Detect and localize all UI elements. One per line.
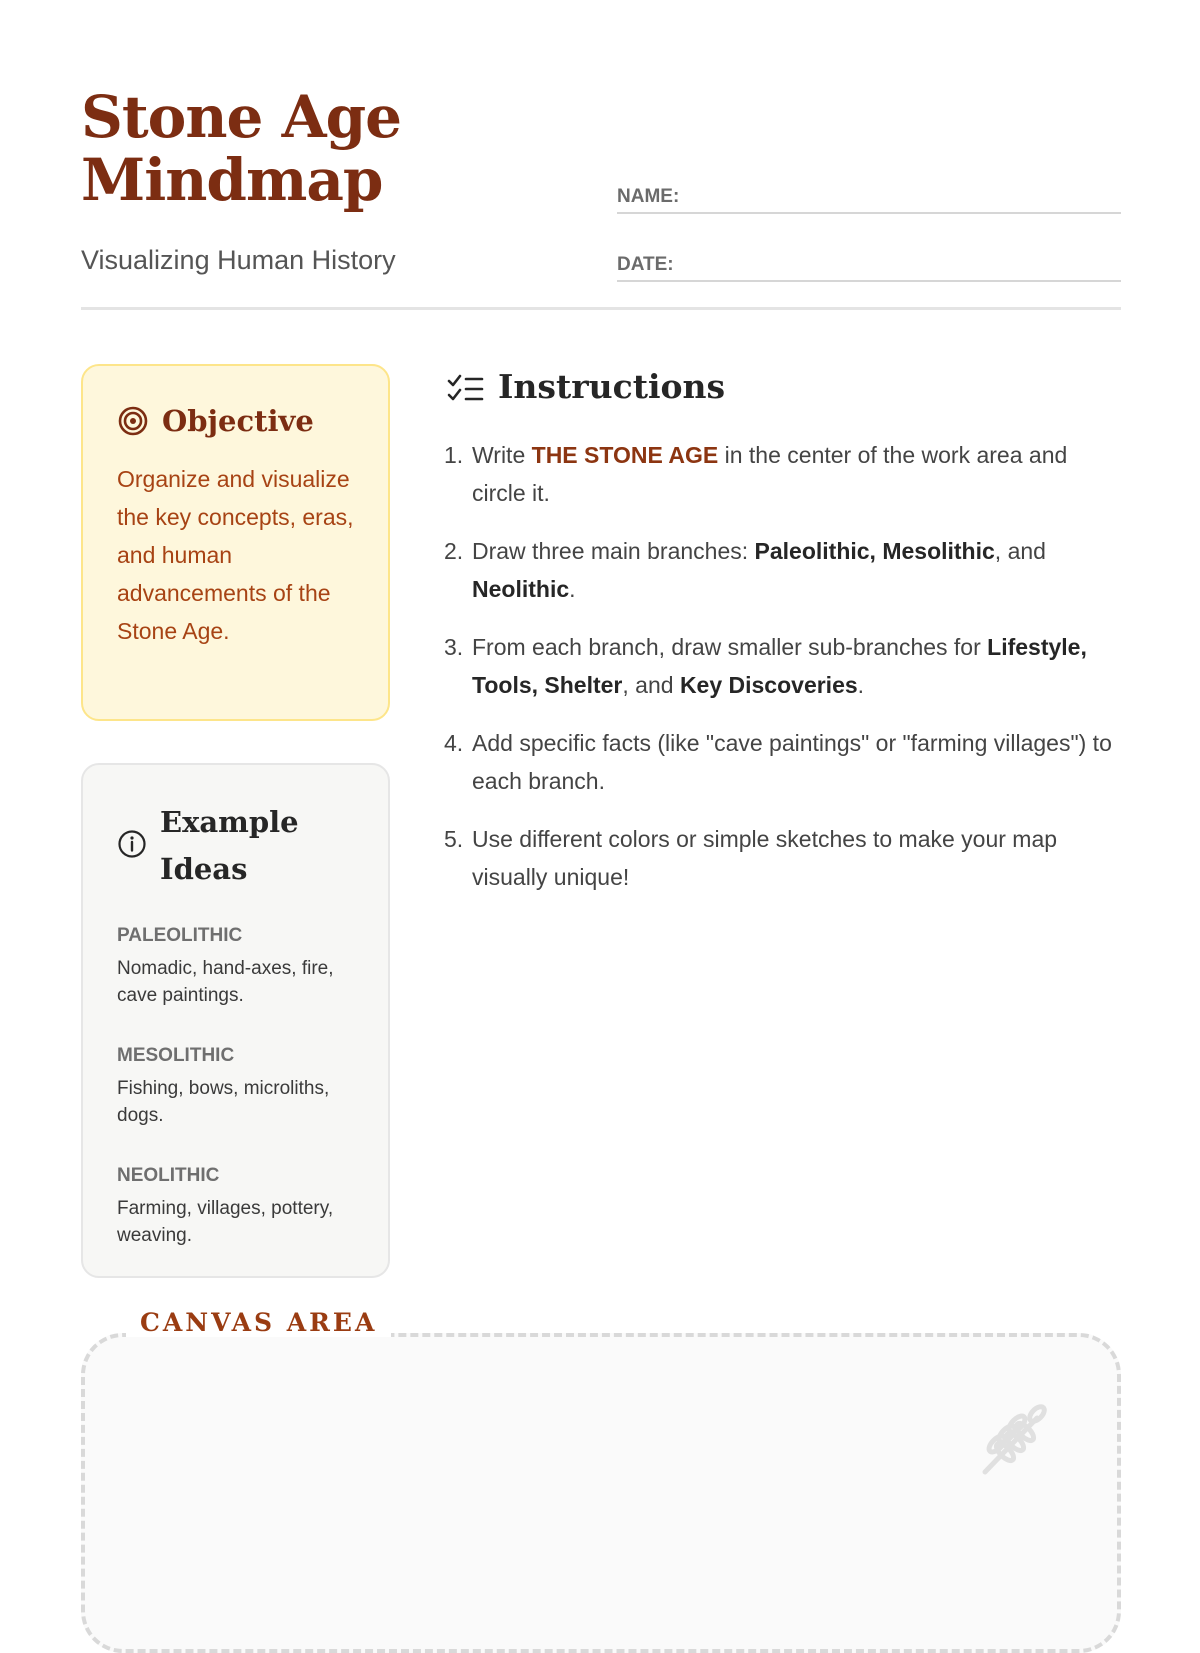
step-number: 2. <box>444 538 464 564</box>
objective-title: Objective <box>162 404 314 438</box>
wheat-icon <box>975 1400 1055 1480</box>
name-field[interactable] <box>617 186 1121 214</box>
instruction-step <box>444 820 1114 896</box>
step-text: From each branch, draw smaller sub-branches for <box>472 634 988 660</box>
instruction-step <box>444 724 1114 800</box>
step-text: Write <box>472 442 532 468</box>
step-text: Add specific facts (like "cave paintings" or "farming villages") to each branch. <box>472 730 1112 794</box>
idea-text: Fishing, bows, microliths, dogs. <box>117 1078 330 1126</box>
step-emphasis: Key Discoveries <box>679 672 858 698</box>
step-text: , and <box>622 672 680 698</box>
date-label: DATE: <box>617 254 674 275</box>
step-emphasis: Lifestyle, Tools, Shelter <box>472 634 1087 698</box>
instructions-list <box>444 436 1114 916</box>
idea-text: Nomadic, hand-axes, fire, cave paintings. <box>117 958 334 1006</box>
title-line-1: Stone Age <box>81 83 402 151</box>
step-text: . <box>569 576 576 602</box>
title-line-2: Mindmap <box>81 146 383 214</box>
objective-text: Organize and visualize the key concepts, eras, and human advancements of the Stone Age. <box>117 466 354 644</box>
canvas-area[interactable] <box>81 1333 1121 1653</box>
objective-card <box>81 364 390 721</box>
page-subtitle: Visualizing Human History <box>81 245 396 275</box>
step-highlight: THE STONE AGE <box>531 442 719 468</box>
instruction-step <box>444 436 1114 512</box>
example-ideas-card <box>81 763 390 1278</box>
step-emphasis: Paleolithic, Mesolithic <box>754 538 995 564</box>
name-label: NAME: <box>617 186 680 207</box>
idea-label: NEOLITHIC <box>117 1165 220 1186</box>
step-text: . <box>857 672 865 698</box>
checklist-icon <box>447 373 485 405</box>
idea-label: MESOLITHIC <box>117 1045 235 1066</box>
instructions-title: Instructions <box>498 367 726 406</box>
canvas-area-label: CANVAS AREA <box>126 1308 391 1337</box>
idea-label: PALEOLITHIC <box>117 925 243 946</box>
target-icon <box>117 405 149 437</box>
example-ideas-title: Example Ideas <box>160 805 299 886</box>
step-emphasis: Neolithic <box>472 576 570 602</box>
info-icon <box>117 829 147 859</box>
date-field[interactable] <box>617 254 1121 282</box>
step-text: , and <box>994 538 1046 564</box>
page-title <box>81 83 402 214</box>
idea-text: Farming, villages, pottery, weaving. <box>117 1198 334 1246</box>
step-number: 5. <box>444 826 464 852</box>
instruction-step <box>444 532 1114 608</box>
idea-mesolithic <box>117 1045 367 1129</box>
idea-paleolithic <box>117 925 367 1009</box>
step-text: Draw three main branches: <box>472 538 755 564</box>
step-number: 1. <box>444 442 464 468</box>
step-number: 4. <box>444 730 464 756</box>
instruction-step <box>444 628 1114 704</box>
step-text: Use different colors or simple sketches to make your map visually unique! <box>472 826 1058 890</box>
idea-neolithic <box>117 1165 367 1249</box>
step-text: in the center of the work area and circle it. <box>472 442 1068 506</box>
header-divider <box>81 307 1121 310</box>
step-number: 3. <box>444 634 464 660</box>
